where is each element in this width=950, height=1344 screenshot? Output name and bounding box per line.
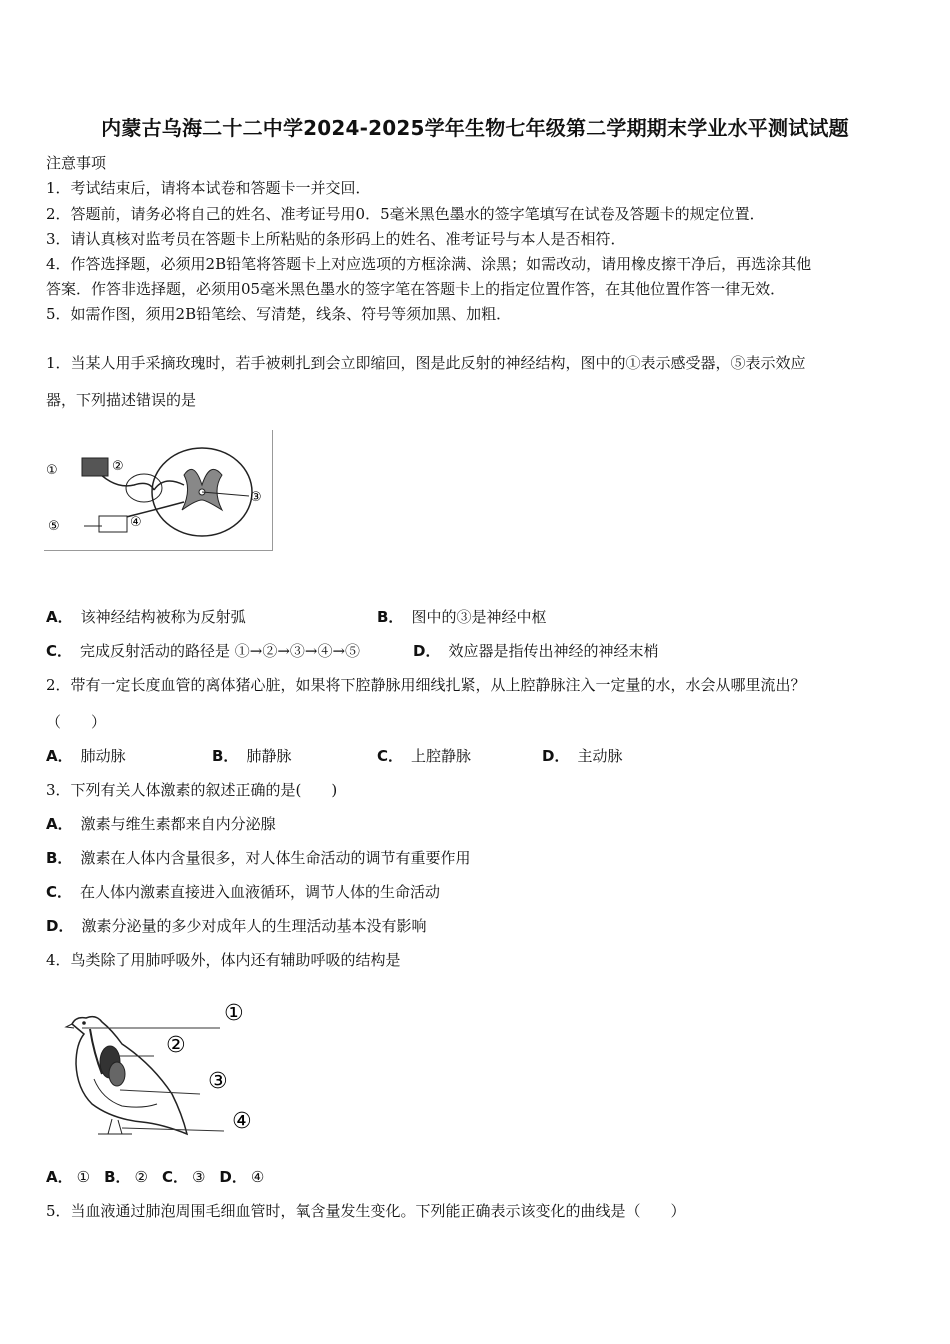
label-4: ④ bbox=[232, 1109, 252, 1134]
label-5: ⑤ bbox=[48, 519, 60, 534]
option-label: C． bbox=[161, 1168, 188, 1186]
label-4: ④ bbox=[130, 515, 142, 530]
option-text: ③ bbox=[191, 1168, 206, 1186]
option-text: 激素在人体内含量很多，对人体生命活动的调节有重要作用 bbox=[80, 849, 471, 867]
notice-item: 4．作答选择题，必须用2B铅笔将答题卡上对应选项的方框涂满、涂黑；如需改动，请用橡皮擦干净后，再选涂其他 bbox=[46, 255, 812, 273]
option-text: 肺动脉 bbox=[80, 747, 126, 765]
label-3: ③ bbox=[250, 490, 262, 505]
option-text: ② bbox=[134, 1168, 148, 1186]
option-label: D． bbox=[542, 747, 570, 765]
q2-stem: 2．带有一定长度血管的离体猪心脏，如果将下腔静脉用细线扎紧，从上腔静脉注入一定量的水，水会从哪里流出？ bbox=[46, 676, 806, 694]
notice-item: 1．考试结束后，请将本试卷和答题卡一并交回． bbox=[46, 179, 371, 197]
option-text: 肺静脉 bbox=[246, 747, 292, 765]
option-label: C． bbox=[46, 883, 73, 901]
notice-item: 3．请认真核对监考员在答题卡上所粘贴的条形码上的姓名、准考证号与本人是否相符． bbox=[46, 230, 626, 248]
option-text: 激素与维生素都来自内分泌腺 bbox=[80, 815, 276, 833]
option-label: A． bbox=[46, 1168, 73, 1186]
label-2: ② bbox=[112, 459, 124, 474]
q3-option-c bbox=[46, 881, 440, 902]
option-label: C． bbox=[46, 642, 73, 660]
option-text: 在人体内激素直接进入血液循环，调节人体的生命活动 bbox=[80, 883, 441, 901]
option-label: B． bbox=[212, 747, 239, 765]
option-text: 上腔静脉 bbox=[411, 747, 472, 765]
notice-item: 2．答题前，请务必将自己的姓名、准考证号用0．5毫米黑色墨水的签字笔填写在试卷及答题卡的规定位置． bbox=[46, 205, 765, 223]
q2-stem-cont: （ ） bbox=[46, 713, 107, 731]
q1-option-a bbox=[46, 606, 246, 627]
q1-option-c bbox=[46, 640, 360, 661]
q2-option-c bbox=[377, 745, 471, 766]
notice-heading: 注意事项 bbox=[46, 154, 107, 172]
option-label: A． bbox=[46, 815, 73, 833]
option-text: 激素分泌量的多少对成年人的生理活动基本没有影响 bbox=[81, 917, 427, 935]
option-label: C． bbox=[377, 747, 404, 765]
notice-item: 答案．作答非选择题，必须用05毫米黑色墨水的签字笔在答题卡上的指定位置作答，在其他位置作答一律无效． bbox=[46, 280, 786, 298]
page-title: 内蒙古乌海二十二中学2024-2025学年生物七年级第二学期期末学业水平测试试题 bbox=[101, 116, 849, 140]
option-label: D． bbox=[219, 1168, 247, 1186]
q1-option-b bbox=[377, 606, 546, 627]
q4-stem: 4．鸟类除了用肺呼吸外，体内还有辅助呼吸的结构是 bbox=[46, 951, 401, 969]
notice-item: 5．如需作图，须用2B铅笔绘、写清楚，线条、符号等须加黑、加粗． bbox=[46, 305, 512, 323]
option-text: 图中的③是神经中枢 bbox=[411, 608, 547, 626]
label-2: ② bbox=[166, 1033, 186, 1058]
option-label: D． bbox=[413, 642, 441, 660]
reflex-arc-figure bbox=[44, 430, 273, 551]
q3-stem: 3．下列有关人体激素的叙述正确的是( ) bbox=[46, 781, 338, 799]
q1-stem: 1．当某人用手采摘玫瑰时，若手被刺扎到会立即缩回，图是此反射的神经结构，图中的①表示感受器，⑤表示效应 bbox=[46, 354, 806, 372]
q4-options bbox=[46, 1166, 264, 1187]
label-1: ① bbox=[46, 463, 58, 478]
q2-option-d bbox=[542, 745, 622, 766]
option-text: ④ bbox=[250, 1168, 265, 1186]
option-label: B． bbox=[46, 849, 73, 867]
option-label: A． bbox=[46, 747, 73, 765]
option-text: 主动脉 bbox=[577, 747, 623, 765]
option-label: D． bbox=[46, 917, 74, 935]
q3-option-d bbox=[46, 915, 426, 936]
label-1: ① bbox=[224, 1001, 244, 1026]
option-label: A． bbox=[46, 608, 73, 626]
q2-option-b bbox=[212, 745, 291, 766]
q2-option-a bbox=[46, 745, 126, 766]
q1-stem-cont: 器，下列描述错误的是 bbox=[46, 391, 197, 409]
q5-stem: 5．当血液通过肺泡周围毛细血管时，氧含量发生变化。下列能正确表示该变化的曲线是（ ） bbox=[46, 1202, 686, 1220]
option-text: 效应器是指传出神经的神经末梢 bbox=[448, 642, 659, 660]
label-3: ③ bbox=[208, 1069, 228, 1094]
option-label: B． bbox=[104, 1168, 131, 1186]
option-text: 该神经结构被称为反射弧 bbox=[80, 608, 246, 626]
option-text: ① bbox=[76, 1168, 91, 1186]
option-text: 完成反射活动的路径是 ①→②→③→④→⑤ bbox=[80, 642, 361, 660]
q1-option-d bbox=[413, 640, 658, 661]
bird-figure bbox=[62, 994, 272, 1144]
q3-option-a bbox=[46, 813, 276, 834]
option-label: B． bbox=[377, 608, 404, 626]
q3-option-b bbox=[46, 847, 470, 868]
